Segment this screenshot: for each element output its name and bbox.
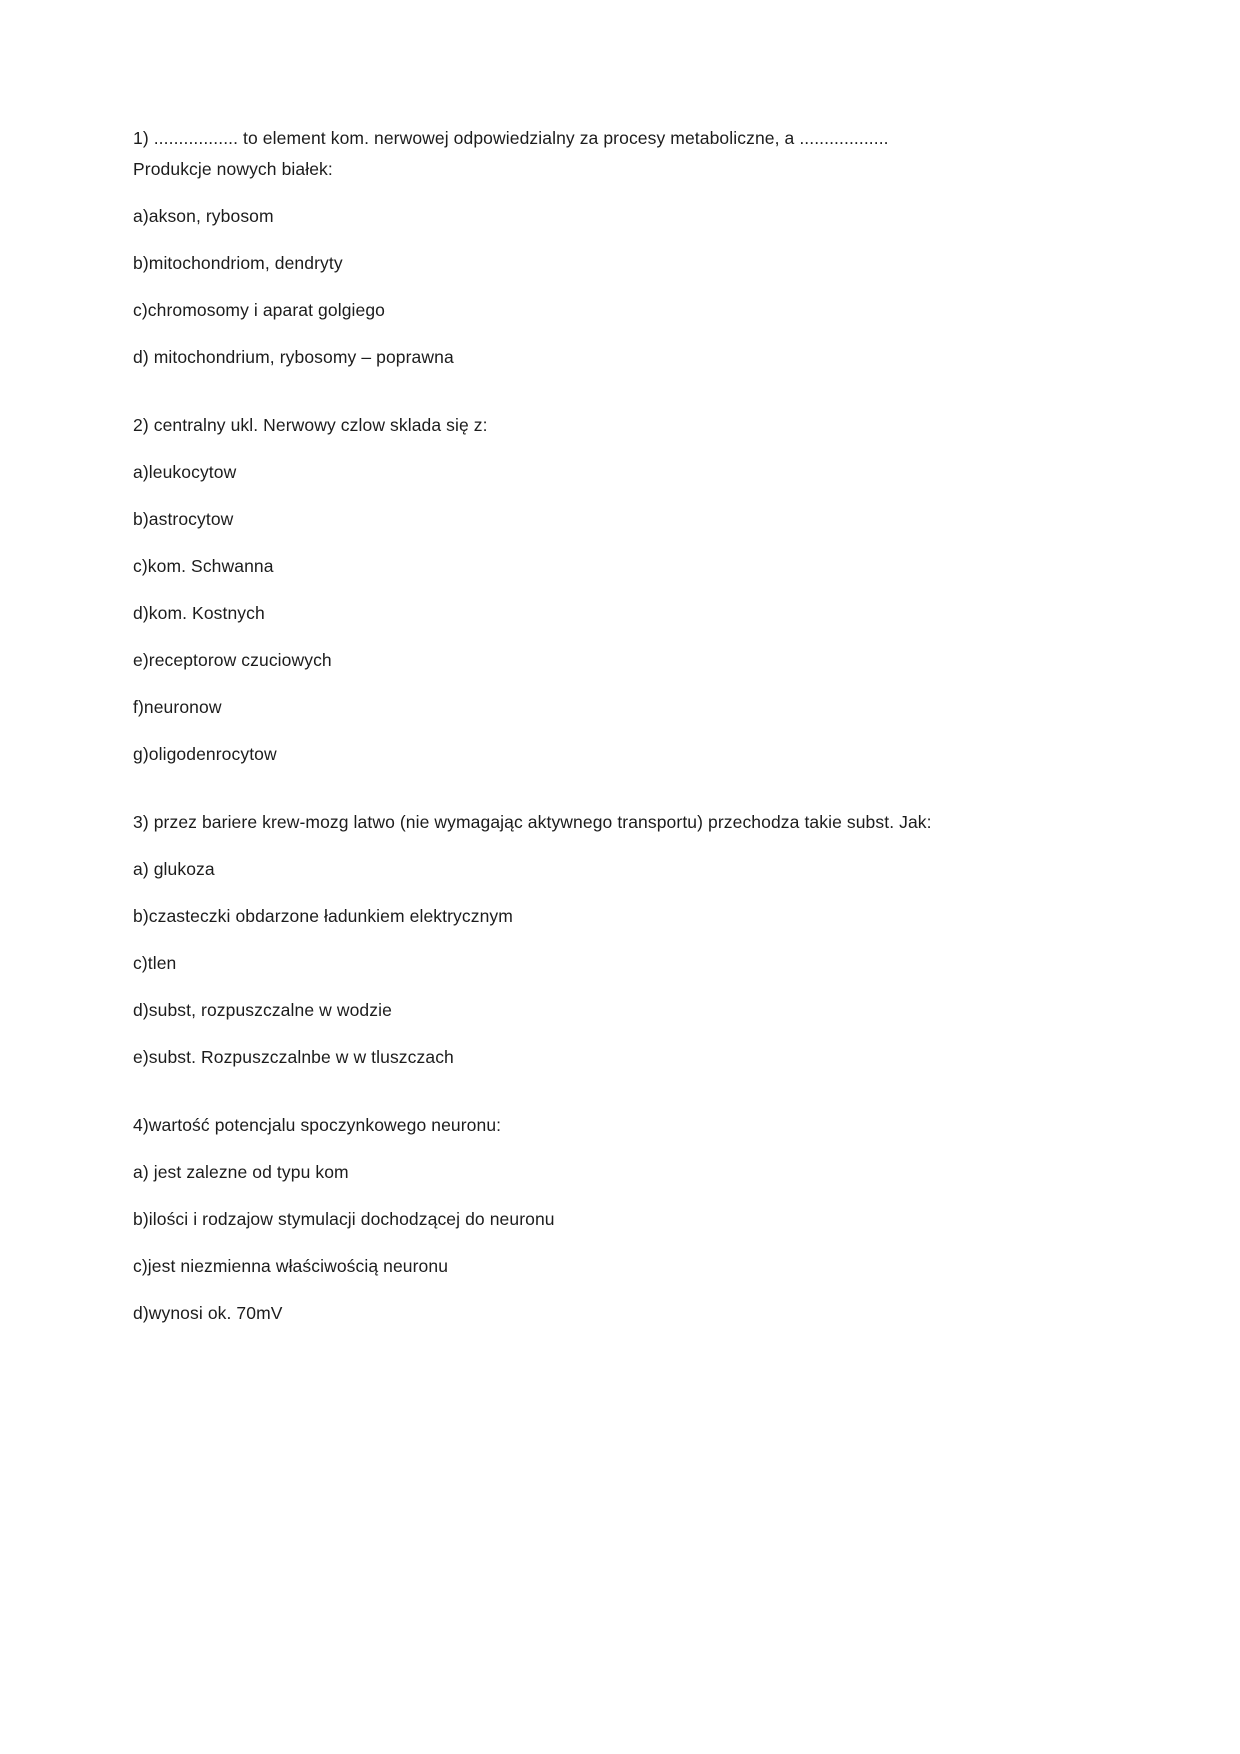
question-2 [133,415,1120,765]
question-2-option-g: g)oligodenrocytow [133,744,277,764]
question-2-option-b: b)astrocytow [133,509,234,529]
question-2-option-d: d)kom. Kostnych [133,603,265,623]
question-1 [133,128,1120,368]
question-3-option-b: b)czasteczki obdarzone ładunkiem elektrycznym [133,906,513,926]
question-2-option-f: f)neuronow [133,697,222,717]
question-1-option-d: d) mitochondrium, rybosomy – poprawna [133,347,454,367]
question-4 [133,1115,1120,1324]
question-3-text: 3) przez bariere krew-mozg latwo (nie wymagając aktywnego transportu) przechodza takie subst. Jak: [133,812,932,832]
question-1-option-c: c)chromosomy i aparat golgiego [133,300,386,320]
question-1-text-line-2: Produkcje nowych białek: [133,159,333,179]
question-3 [133,812,1120,1068]
question-3-option-d: d)subst, rozpuszczalne w wodzie [133,1000,392,1020]
question-2-option-e: e)receptorow czuciowych [133,650,332,670]
question-4-option-b: b)ilości i rodzajow stymulacji dochodzącej do neuronu [133,1209,555,1229]
question-3-option-a: a) glukoza [133,859,215,879]
question-4-option-a: a) jest zalezne od typu kom [133,1162,349,1182]
question-3-option-e: e)subst. Rozpuszczalnbe w w tluszczach [133,1047,454,1067]
question-1-option-b: b)mitochondriom, dendryty [133,253,343,273]
question-1-option-a: a)akson, rybosom [133,206,274,226]
question-2-option-a: a)leukocytow [133,462,237,482]
question-4-option-d: d)wynosi ok. 70mV [133,1303,283,1323]
question-2-text: 2) centralny ukl. Nerwowy czlow sklada się z: [133,415,488,435]
question-2-option-c: c)kom. Schwanna [133,556,274,576]
question-4-option-c: c)jest niezmienna właściwością neuronu [133,1256,449,1276]
question-3-option-c: c)tlen [133,953,177,973]
question-4-text: 4)wartość potencjalu spoczynkowego neuronu: [133,1115,502,1135]
question-1-text-line-1: 1) ................. to element kom. nerwowej odpowiedzialny za procesy metaboliczne, a .................. [133,128,889,148]
